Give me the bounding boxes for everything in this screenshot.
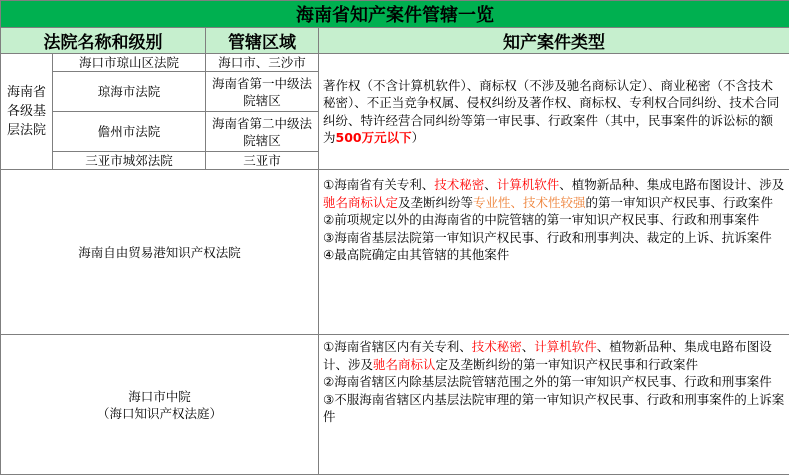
base-case-types xyxy=(319,54,789,170)
haikou-item-1-highlight-a: 技术秘密 xyxy=(472,339,522,354)
base-types-amount: 500万元以下 xyxy=(336,130,412,145)
haikou-item-1 xyxy=(323,338,785,373)
haikou-item-1-sep: 、 xyxy=(522,339,535,354)
haikou-case-types xyxy=(319,335,789,475)
ftz-item-1 xyxy=(323,176,785,211)
table-title: 海南省知产案件管辖一览 xyxy=(1,1,789,28)
ftz-item-1-sep: 、 xyxy=(484,177,497,192)
court-name: 海口市琼山区法院 xyxy=(53,54,206,72)
court-area: 三亚市 xyxy=(206,152,319,170)
ftz-item-1-text-c: 及垄断纠纷等 xyxy=(398,195,473,210)
haikou-court xyxy=(1,335,319,475)
ftz-item-1-highlight-a: 技术秘密 xyxy=(434,177,484,192)
haikou-item-1-highlight-b: 计算机软件 xyxy=(534,339,597,354)
court-area: 海口市、三沙市 xyxy=(206,54,319,72)
court-name: 琼海市法院 xyxy=(53,72,206,112)
ftz-item-1-text-b: 、植物新品种、集成电路布图设计、涉及 xyxy=(559,177,784,192)
court-area: 海南省第一中级法院辖区 xyxy=(206,72,319,112)
haikou-item-2: ②海南省辖区内除基层法院管辖范围之外的第一审知识产权民事、行政和刑事案件 xyxy=(323,373,785,391)
header-area: 管辖区域 xyxy=(206,28,319,54)
ftz-item-1-highlight-c: 驰名商标认定 xyxy=(323,195,398,210)
header-court: 法院名称和级别 xyxy=(1,28,206,54)
ftz-item-3: ③海南省基层法院第一审知识产权民事、行政和刑事判决、裁定的上诉、抗诉案件 xyxy=(323,229,785,247)
ftz-court-name: 海南自由贸易港知识产权法院 xyxy=(1,170,319,335)
haikou-court-sub: （海口知识产权法庭） xyxy=(1,405,318,422)
ftz-item-2: ②前项规定以外的由海南省的中院管辖的第一审知识产权民事、行政和刑事案件 xyxy=(323,211,785,229)
base-types-end: ） xyxy=(412,130,425,145)
haikou-item-1-text-c: 定及垄断纠纷的第一审知识产权民事和行政案件 xyxy=(436,357,699,372)
header-type: 知产案件类型 xyxy=(319,28,789,54)
ftz-item-1-text-d: 的第一审知识产权民事、行政案件 xyxy=(586,195,774,210)
haikou-item-1-text-a: ①海南省辖区内有关专利、 xyxy=(323,339,472,354)
ftz-item-1-highlight-b: 计算机软件 xyxy=(497,177,560,192)
ftz-item-1-highlight-d: 专业性、技术性较强 xyxy=(473,195,586,210)
haikou-item-3: ③不服海南省辖区内基层法院审理的第一审知识产权民事、行政和刑事案件的上诉案件 xyxy=(323,391,785,426)
haikou-item-1-highlight-c: 驰名商标认 xyxy=(373,357,436,372)
base-group-label: 海南省各级基层法院 xyxy=(1,54,53,170)
haikou-court-name: 海口市中院 xyxy=(1,388,318,405)
haikou-item-1-text-b: 、植物新品种、集成电路布图设计、涉及 xyxy=(323,339,772,372)
court-name: 儋州市法院 xyxy=(53,112,206,152)
ftz-case-types xyxy=(319,170,789,335)
court-name: 三亚市城郊法院 xyxy=(53,152,206,170)
base-types-text: 著作权（不含计算机软件）、商标权（不涉及驰名商标认定）、商业秘密（不含技术秘密）、不正当竞争权属、侵权纠纷及著作权、商标权、专利权合同纠纷、技术合同纠纷、特许经营合同纠纷等第一审民事、行政案件（其中，民事案件的诉讼标的额为 xyxy=(323,78,779,146)
court-area: 海南省第二中级法院辖区 xyxy=(206,112,319,152)
ftz-item-1-text-a: ①海南省有关专利、 xyxy=(323,177,434,192)
ftz-item-4: ④最高院确定由其管辖的其他案件 xyxy=(323,246,785,264)
